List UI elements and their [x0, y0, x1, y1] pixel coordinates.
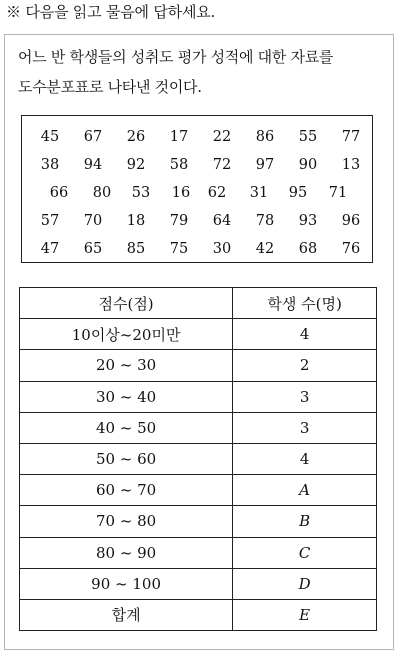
score-range-cell: 30 ~ 40: [20, 381, 233, 412]
score-value: 78: [255, 213, 275, 229]
score-data-box: [21, 115, 373, 263]
score-value: 53: [131, 185, 151, 201]
problem-statement: [18, 42, 384, 102]
score-value: 85: [126, 241, 146, 257]
score-value: 65: [83, 241, 103, 257]
count-cell: 4: [233, 443, 377, 474]
score-value: 80: [92, 185, 112, 201]
frequency-table: [19, 287, 377, 631]
score-value: 94: [83, 157, 103, 173]
score-range-cell: 40 ~ 50: [20, 412, 233, 443]
score-value: 68: [298, 241, 318, 257]
score-value: 76: [341, 241, 361, 257]
count-cell: B: [233, 506, 377, 537]
problem-line: 도수분포표로 나타낸 것이다.: [18, 78, 202, 96]
score-value: 17: [169, 129, 189, 145]
score-value: 67: [83, 129, 103, 145]
score-value: 38: [40, 157, 60, 173]
score-value: 13: [341, 157, 361, 173]
total-label-cell: 합계: [20, 599, 233, 630]
score-value: 55: [298, 129, 318, 145]
table-row: [20, 506, 377, 537]
score-value: 18: [126, 213, 146, 229]
score-row: [22, 155, 372, 175]
count-cell: 2: [233, 350, 377, 381]
score-value: 72: [212, 157, 232, 173]
score-value: 86: [255, 129, 275, 145]
table-row: [20, 475, 377, 506]
score-range-cell: 20 ~ 30: [20, 350, 233, 381]
score-value: 90: [298, 157, 318, 173]
table-header-row: [20, 288, 377, 319]
score-value: 42: [255, 241, 275, 257]
count-cell: 3: [233, 412, 377, 443]
score-value: 31: [249, 185, 269, 201]
table-row: [20, 568, 377, 599]
count-cell: 4: [233, 319, 377, 350]
count-cell: A: [233, 475, 377, 506]
score-range-cell: 70 ~ 80: [20, 506, 233, 537]
total-count-cell: E: [233, 599, 377, 630]
score-value: 64: [212, 213, 232, 229]
score-value: 66: [49, 185, 69, 201]
score-value: 79: [169, 213, 189, 229]
score-value: 26: [126, 129, 146, 145]
score-range-cell: 10이상~20미만: [20, 319, 233, 350]
table-row: [20, 537, 377, 568]
table-row: [20, 319, 377, 350]
score-row: [22, 127, 372, 147]
score-value: 70: [83, 213, 103, 229]
problem-line: 어느 반 학생들의 성취도 평가 성적에 대한 자료를: [18, 48, 334, 66]
score-value: 22: [212, 129, 232, 145]
header-score: 점수(점): [20, 288, 233, 319]
count-cell: D: [233, 568, 377, 599]
score-value: 47: [40, 241, 60, 257]
score-value: 16: [171, 185, 191, 201]
score-value: 77: [341, 129, 361, 145]
header-count: 학생 수(명): [233, 288, 377, 319]
score-row: [22, 183, 372, 203]
score-range-cell: 50 ~ 60: [20, 443, 233, 474]
score-value: 57: [40, 213, 60, 229]
score-value: 71: [328, 185, 348, 201]
instruction-text: ※ 다음을 읽고 물음에 답하세요.: [6, 3, 216, 21]
score-value: 30: [212, 241, 232, 257]
score-range-cell: 90 ~ 100: [20, 568, 233, 599]
score-value: 58: [169, 157, 189, 173]
table-row: [20, 381, 377, 412]
score-value: 92: [126, 157, 146, 173]
count-cell: 3: [233, 381, 377, 412]
score-value: 95: [288, 185, 308, 201]
score-value: 45: [40, 129, 60, 145]
table-row: [20, 443, 377, 474]
score-row: [22, 211, 372, 231]
score-range-cell: 60 ~ 70: [20, 475, 233, 506]
table-row: [20, 412, 377, 443]
score-value: 75: [169, 241, 189, 257]
problem-box: [4, 34, 394, 650]
table-row: [20, 350, 377, 381]
score-value: 93: [298, 213, 318, 229]
score-value: 97: [255, 157, 275, 173]
score-range-cell: 80 ~ 90: [20, 537, 233, 568]
table-row: [20, 599, 377, 630]
score-value: 96: [341, 213, 361, 229]
score-row: [22, 239, 372, 259]
score-value: 62: [207, 185, 227, 201]
count-cell: C: [233, 537, 377, 568]
